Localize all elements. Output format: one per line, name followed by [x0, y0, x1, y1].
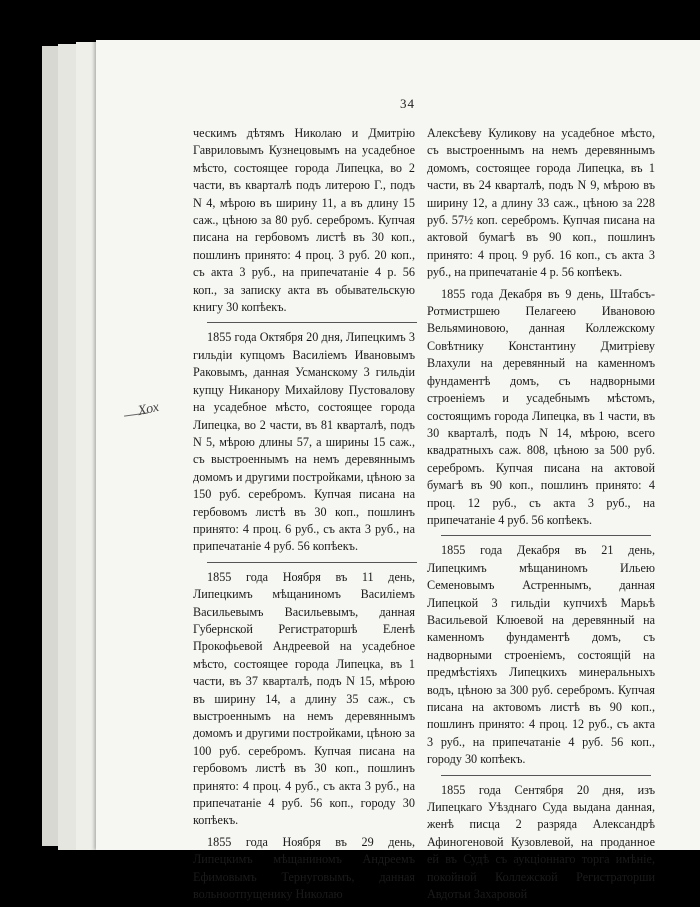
right-paragraph-4: 1855 года Сентября 20 дня, изъ Липецкаго Уѣзднаго Суда выдана данная, женѣ писца 2 разряда Александрѣ Афиногеновой Кузовлевой, на проданное ей въ Судѣ съ аукціоннаго торга имѣніе, покойной Коллежской Регистраторши Авдотьи Захаровой [427, 782, 655, 902]
right-text-column [427, 125, 655, 907]
margin-handwritten-note: Хох [136, 399, 161, 420]
right-paragraph-2: 1855 года Декабря въ 9 день, Штабсъ-Ротмистршею Пелагеею Ивановою Вельяминовою, данная Коллежскому Совѣтнику Константину Дмитріеву Влахули на деревянный на каменномъ фундаментѣ домъ, съ надворными строеніемъ и усадебнымъ мѣстомъ, состоящимъ города Липецка, въ 1 части, въ 30 кварталѣ, подъ N 14, мѣрою, всего квадратныхъ саж. 808, цѣною за 500 руб. серебромъ. Купчая писана на актовой бумагѣ въ 90 коп., пошлинъ принято: 4 проц. 12 руб., съ акта 3 руб., на припечатаніе 4 руб. 56 копѣекъ. [427, 286, 655, 527]
left-text-column [193, 125, 415, 907]
right-paragraph-1: Алексѣеву Куликову на усадебное мѣсто, съ выстроеннымъ на немъ деревяннымъ домомъ, состоящее города Липецка, въ 1 части, въ 24 кварталѣ, подъ N 9, мѣрою въ ширину 12, а длину 33 саж., цѣною за 228 руб. 57½ коп. серебромъ. Купчая писана на актовой бумагѣ въ 90 коп., пошлинъ принято: 4 проц. 9 руб. 16 коп., съ акта 3 руб., на припечатаніе 4 р. 56 копѣекъ. [427, 126, 655, 280]
entry-divider [207, 322, 417, 323]
right-paragraph-3: 1855 года Декабря въ 21 день, Липецкимъ мѣщаниномъ Ильею Семеновымъ Астреннымъ, данная Липецкой 3 гильдіи купчихѣ Марьѣ Васильевой Клюевой на деревянный на каменномъ фундаментѣ домъ, съ надворными строеніемъ, состоящій на предмѣстіяхъ Липецкихъ минеральныхъ водъ, цѣною за 300 руб. серебромъ. Купчая писана на актовомъ листѣ въ 90 коп., пошлинъ принято: 4 проц. 12 руб., съ акта 3 руб., на припечатаніе 4 руб. 56 коп., городу 30 копѣекъ. [427, 543, 655, 767]
left-paragraph-2: 1855 года Октября 20 дня, Липецкимъ 3 гильдіи купцомъ Василіемъ Ивановымъ Раковымъ, данная Усманскому 3 гильдіи купцу Никанору Михайлову Пустовалову на усадебное мѣсто, состоящее города Липецка, во 2 части, въ 81 кварталѣ, подъ N 5, мѣрою длины 57, а ширины 15 саж., съ выстроеннымъ на немъ деревяннымъ домомъ и другими постройками, цѣною за 150 руб. серебромъ. Купчая писана на гербовомъ листѣ въ 30 коп., пошлинъ принято: 4 проц. 6 руб., съ акта 3 руб., на припечатаніе 4 руб. 56 копѣекъ. [193, 330, 415, 554]
page-number: 34 [400, 96, 415, 111]
entry-divider [207, 562, 417, 563]
left-paragraph-1: ческимъ дѣтямъ Николаю и Дмитрію Гавриловымъ Кузнецовымъ на усадебное мѣсто, состоящее города Липецка, во 2 части, въ кварталѣ подъ литерою Г., подъ N 4, мѣрою въ ширину 11, а въ длину 15 саж., цѣною за 80 руб. серебромъ. Купчая писана на гербовомъ листѣ въ 30 коп., пошлинъ принято: 4 проц. 3 руб. 20 коп., съ акта 3 руб., на припечатаніе 4 р. 56 коп., за записку акта въ обывательскую книгу 30 копѣекъ. [193, 126, 415, 315]
entry-divider [441, 775, 651, 776]
left-paragraph-3: 1855 года Ноября въ 11 день, Липецкимъ мѣщаниномъ Василіемъ Васильевымъ Васильевымъ, данная Губернской Регистраторшѣ Еленѣ Прокофьевой Андреевой на усадебное мѣсто, состоящее города Липецка, въ 1 части, въ 37 кварталѣ, подъ N 15, мѣрою въ ширину 14, а длину 35 саж., съ выстроеннымъ на немъ деревяннымъ домомъ и другими постройками, цѣною за 100 руб. серебромъ. Купчая писана на гербовомъ листѣ въ 30 коп., пошлинъ принято: 4 проц. 4 руб., съ акта 3 руб., на припечатаніе 4 руб. 56 коп., городу 30 копѣекъ. [193, 569, 415, 828]
entry-divider [441, 535, 651, 536]
left-paragraph-4: 1855 года Ноября въ 29 день, Липецкимъ мѣщаниномъ Андреемъ Ефимовымъ Тернуговымъ, данная вольноотпущенику Николаю [193, 834, 415, 902]
